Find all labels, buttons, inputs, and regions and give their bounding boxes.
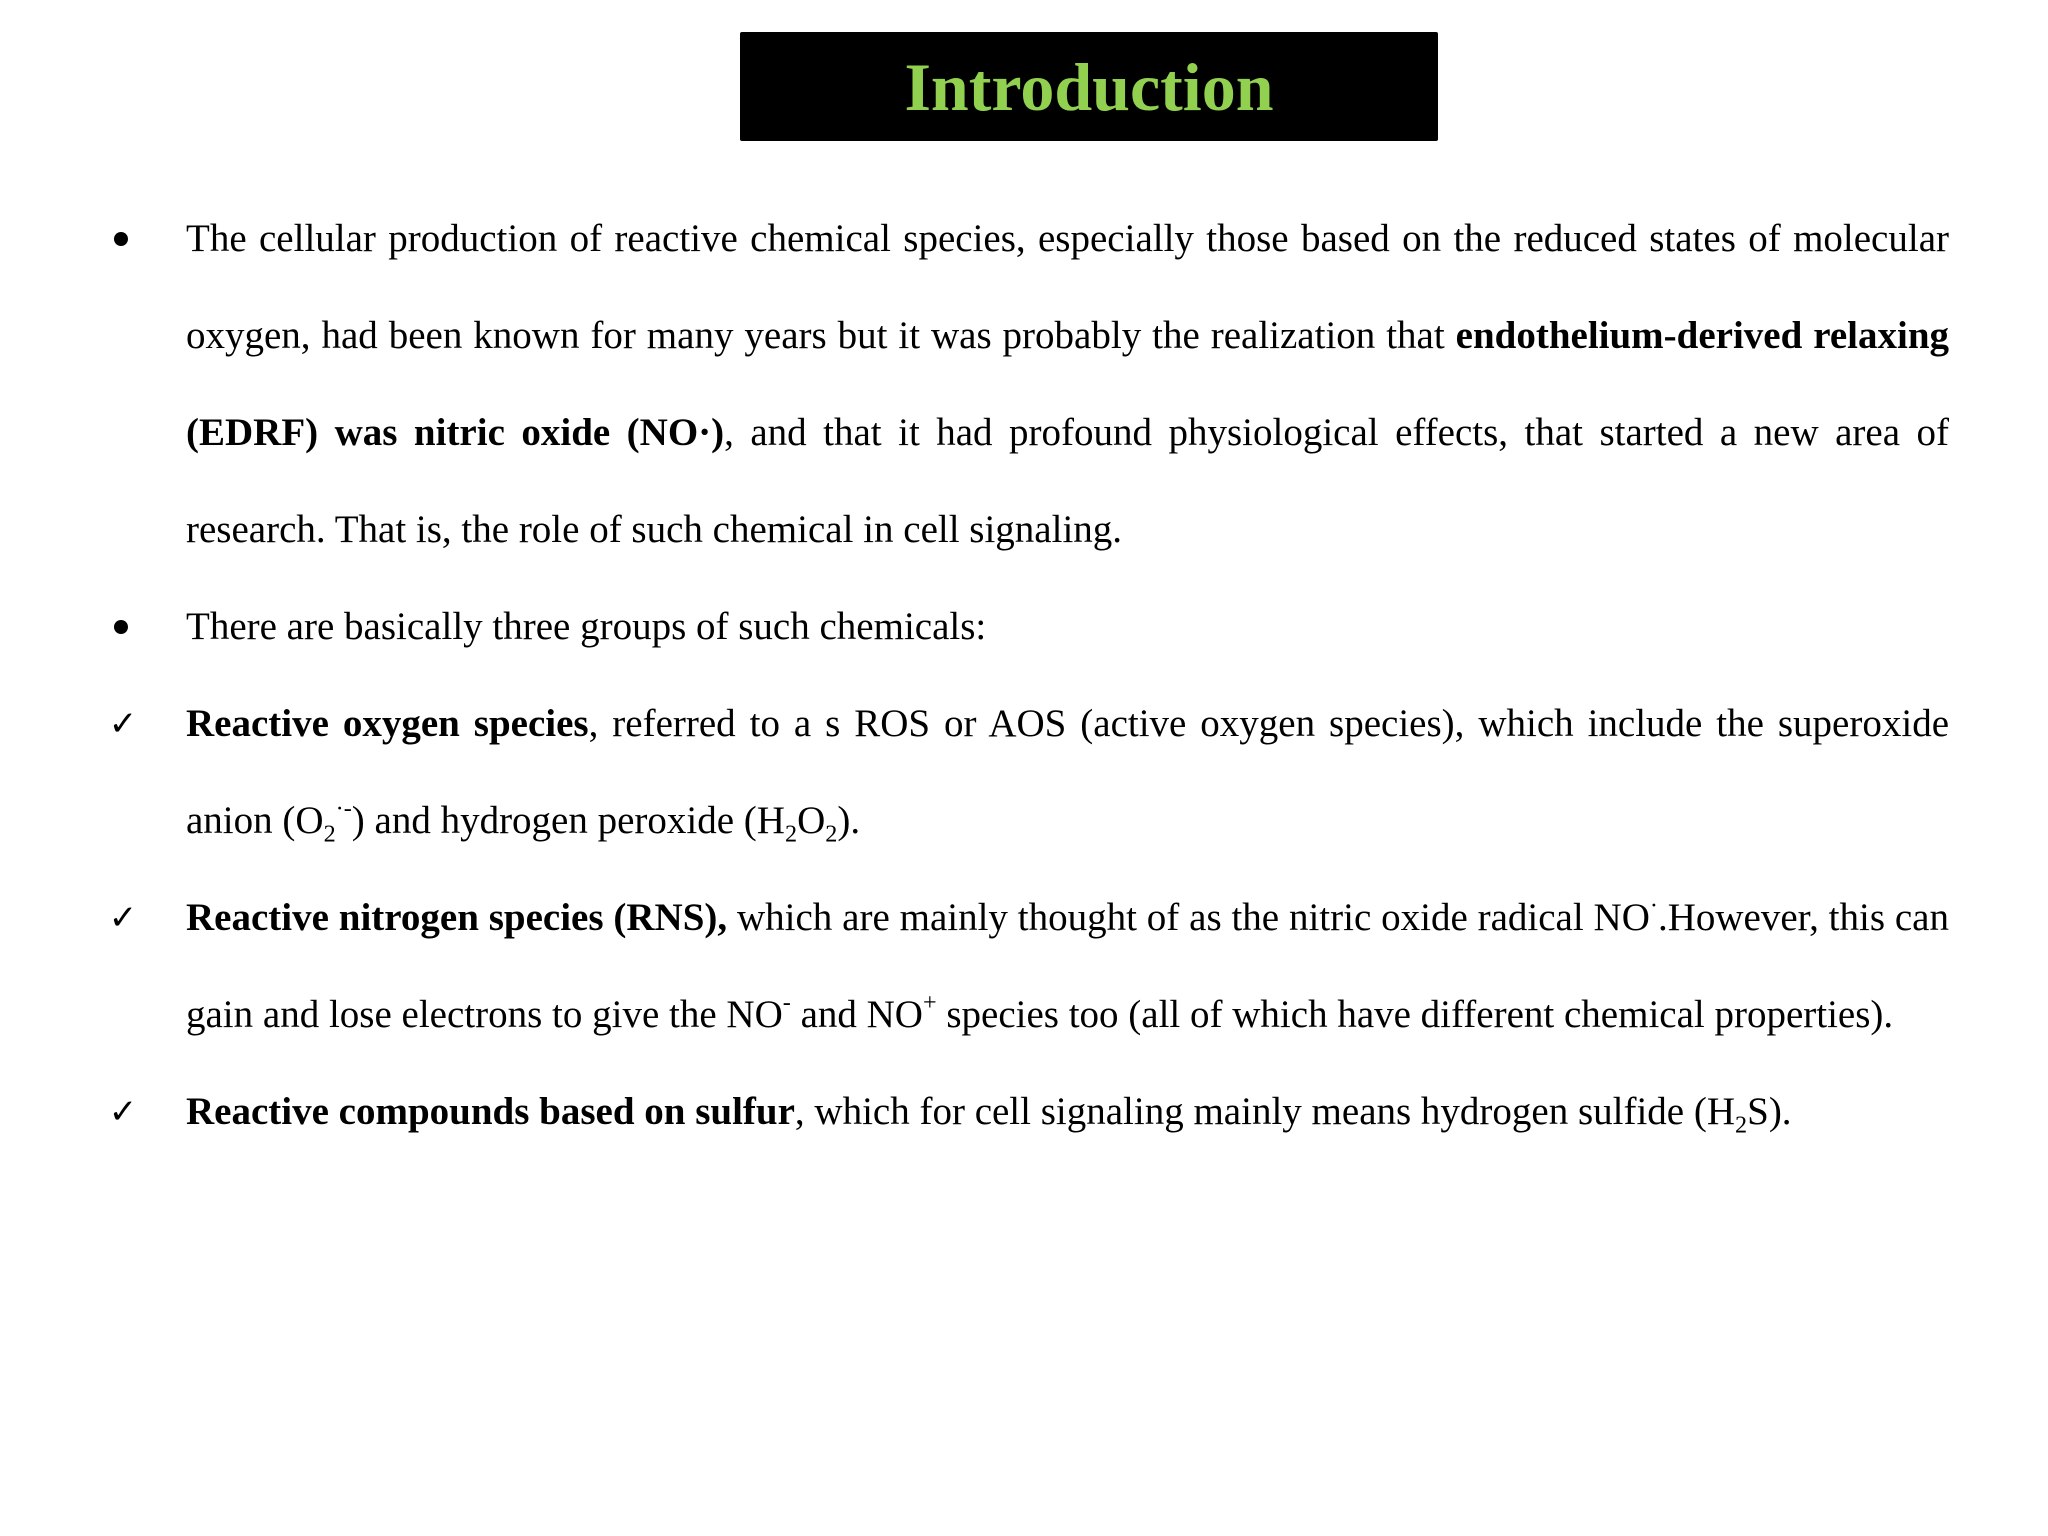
item-text: and NO <box>790 993 923 1036</box>
item-text: ). <box>837 799 861 842</box>
list-item <box>0 190 1949 578</box>
item-text: species too (all of which have different chemical properties). <box>936 993 1894 1036</box>
list-item <box>0 578 1949 675</box>
item-text: .However, this can gain and lose electrons to give the NO <box>186 896 1949 1036</box>
superscript: + <box>922 989 937 1017</box>
slide-content <box>0 190 2048 1160</box>
list-item <box>0 869 1949 1063</box>
item-text: which are mainly thought of as the nitric oxide radical NO <box>727 896 1650 939</box>
item-text: There are basically three groups of such chemicals: <box>186 605 987 648</box>
subscript: 2 <box>784 820 798 848</box>
item-text: , and that it had profound physiological effects, that started a new area of research. That is, the role of such chemical in cell signaling. <box>186 411 1949 551</box>
item-bold-text: Reactive nitrogen species (RNS), <box>186 896 728 939</box>
item-bold-text: Reactive oxygen species <box>186 702 589 745</box>
superscript: · <box>1649 892 1658 920</box>
item-text: S). <box>1747 1090 1792 1133</box>
checkmark-icon: ✓ <box>108 1091 138 1132</box>
list-item <box>0 1063 1949 1160</box>
page-title: Introduction <box>904 48 1274 125</box>
bullet-dot-icon <box>104 578 144 675</box>
subscript: 2 <box>1735 1111 1748 1139</box>
item-text: O <box>797 799 826 842</box>
item-text: The cellular production of reactive chemical species, especially those based on the reduced states of molecular oxygen, had been known for many years but it was probably the realization that <box>186 217 1949 357</box>
subscript: 2 <box>323 820 336 848</box>
bullet-dot-icon <box>104 190 144 287</box>
superscript: ·- <box>335 795 352 823</box>
checkmark-icon: ✓ <box>108 897 138 938</box>
superscript: - <box>782 989 791 1017</box>
subscript: 2 <box>825 820 838 848</box>
item-text: , referred to a s ROS or AOS (active oxygen species), which include the superoxide anion (O <box>186 702 1950 842</box>
checkmark-icon: ✓ <box>108 703 138 744</box>
item-text: ) and hydrogen peroxide (H <box>351 799 785 842</box>
list-item <box>0 675 1949 869</box>
item-bold-text: endothelium-derived relaxing (EDRF) was nitric oxide (NO·) <box>186 314 1950 454</box>
title-banner <box>740 32 1438 141</box>
item-text: , which for cell signaling mainly means hydrogen sulfide (H <box>794 1090 1736 1133</box>
item-bold-text: Reactive compounds based on sulfur <box>186 1090 795 1133</box>
